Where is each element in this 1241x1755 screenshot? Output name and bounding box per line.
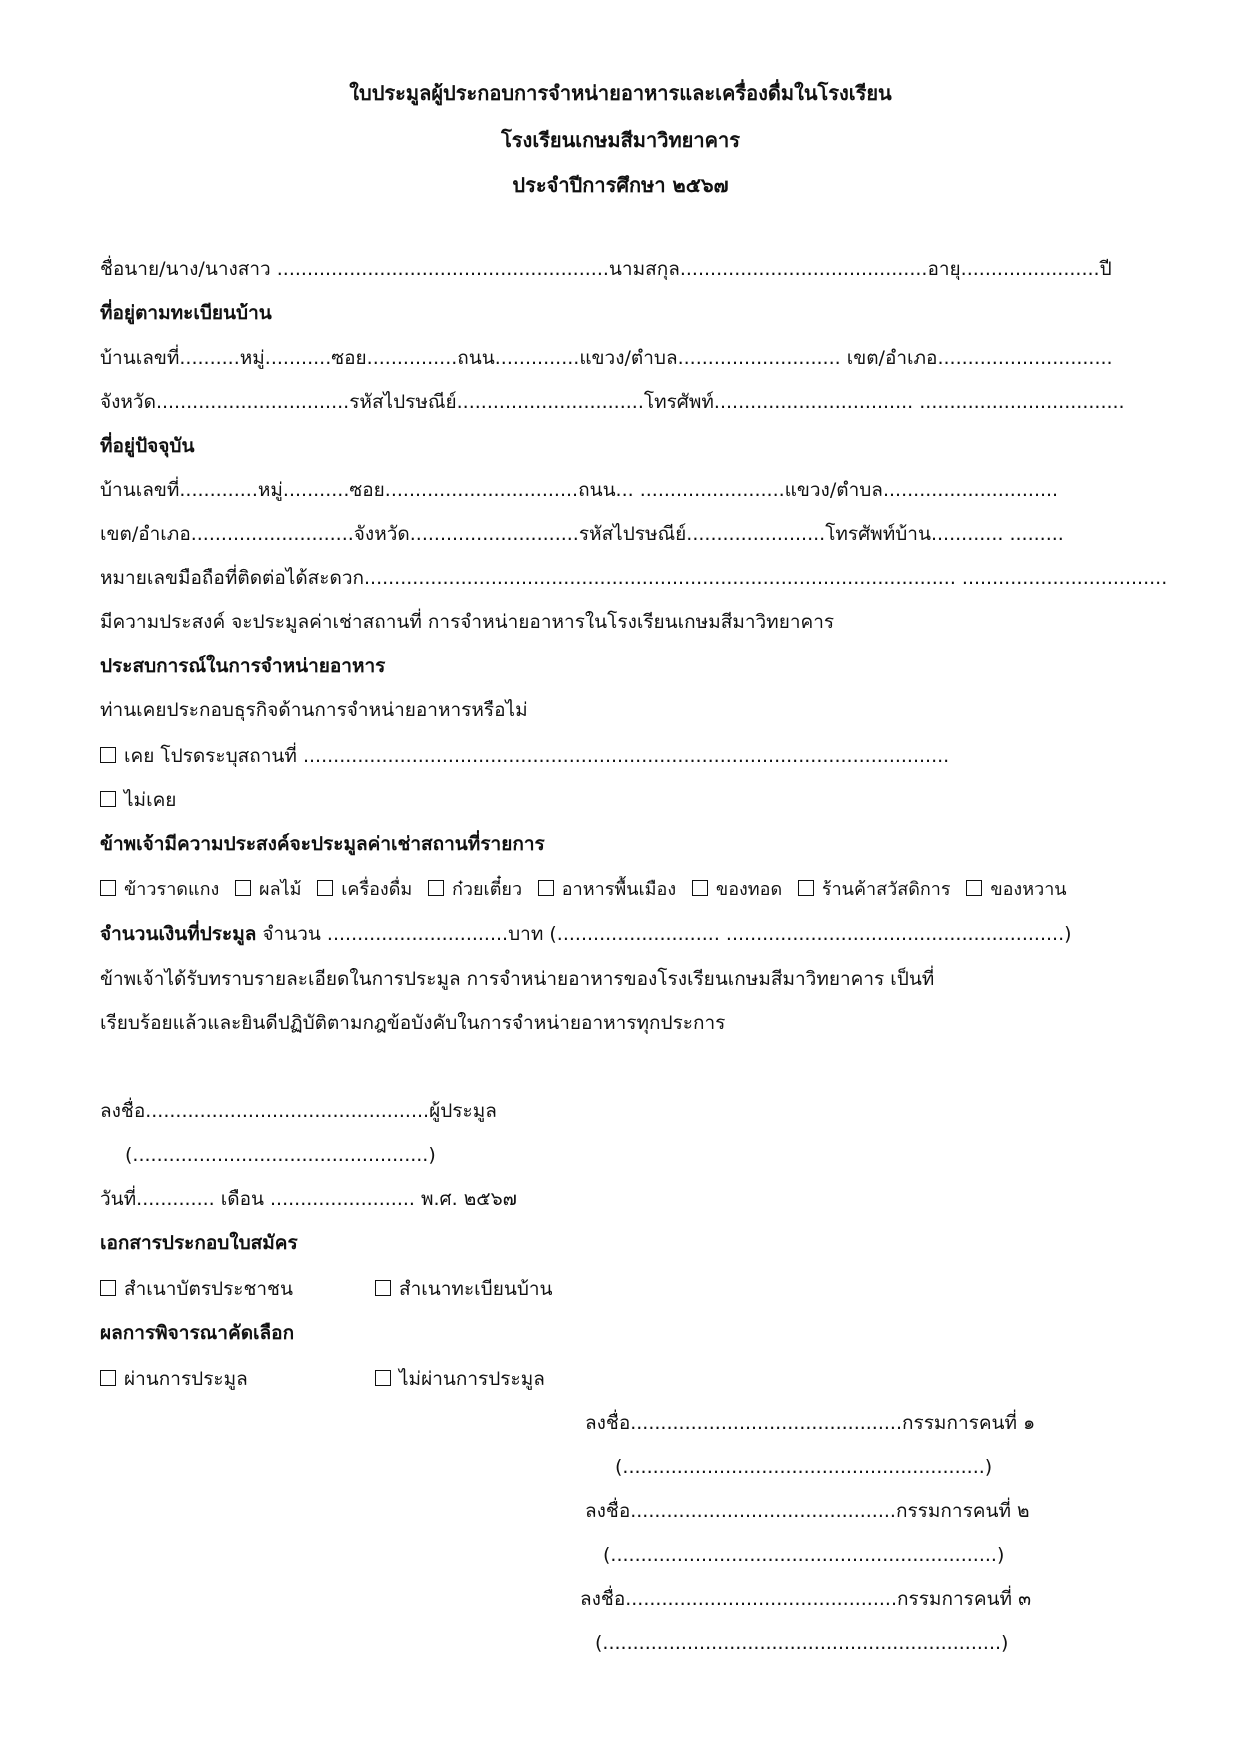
name-line: ชื่อนาย/นาง/นางสาว .......................................................นามสกุล.........................................อายุ.......................ปี bbox=[100, 258, 1112, 280]
acknowledgement-line-1: ข้าพเจ้าได้รับทราบรายละเอียดในการประมูล การจำหน่ายอาหารของโรงเรียนเกษมสีมาวิทยาคาร เป็นที่ bbox=[100, 968, 935, 990]
experience-no-option[interactable]: ไม่เคย bbox=[100, 787, 176, 813]
current-address-line-1: บ้านเลขที่.............หมู่...........ซอย................................ถนน... ........................แขวง/ตำบล............................. bbox=[100, 479, 1059, 501]
form-title: ใบประมูลผู้ประกอบการจำหน่ายอาหารและเครื่องดื่มในโรงเรียน bbox=[349, 81, 892, 105]
checkbox[interactable] bbox=[538, 880, 554, 896]
reg-address-heading: ที่อยู่ตามทะเบียนบ้าน bbox=[100, 302, 272, 324]
academic-year: ประจำปีการศึกษา ๒๕๖๗ bbox=[512, 173, 729, 197]
item-option[interactable]: ร้านค้าสวัสดิการ bbox=[798, 879, 951, 900]
item-option[interactable]: ของหวาน bbox=[966, 879, 1066, 900]
amount-field: จำนวน ..............................บาท (........................... ........................................................) bbox=[262, 923, 1072, 945]
doc-house-reg-option[interactable]: สำเนาทะเบียนบ้าน bbox=[375, 1276, 553, 1302]
amount-label: จำนวนเงินที่ประมูล bbox=[100, 923, 257, 945]
current-address-heading: ที่อยู่ปัจจุบัน bbox=[100, 435, 195, 457]
checkbox[interactable] bbox=[375, 1370, 391, 1386]
bidder-signature: ลงชื่อ...............................................ผู้ประมูล bbox=[100, 1100, 497, 1122]
committee-2-signature: ลงชื่อ............................................กรรมการคนที่ ๒ bbox=[585, 1500, 1030, 1522]
date-line: วันที่............. เดือน ........................ พ.ศ. ๒๕๖๗ bbox=[100, 1188, 517, 1210]
checkbox[interactable] bbox=[317, 880, 333, 896]
committee-3-name: (..................................................................) bbox=[595, 1632, 1009, 1654]
doc-id-card-option[interactable]: สำเนาบัตรประชาชน bbox=[100, 1276, 293, 1302]
item-option[interactable]: ก๋วยเตี๋ยว bbox=[428, 879, 522, 900]
intent-line: มีความประสงค์ จะประมูลค่าเช่าสถานที่ การจำหน่ายอาหารในโรงเรียนเกษมสีมาวิทยาคาร bbox=[100, 611, 835, 633]
documents-heading: เอกสารประกอบใบสมัคร bbox=[100, 1232, 298, 1254]
checkbox[interactable] bbox=[100, 747, 116, 763]
items-options bbox=[100, 877, 1077, 903]
item-option[interactable]: อาหารพื้นเมือง bbox=[538, 879, 676, 900]
experience-question: ท่านเคยประกอบธุรกิจด้านการจำหน่ายอาหารหรือไม่ bbox=[100, 699, 528, 721]
checkbox[interactable] bbox=[375, 1280, 391, 1296]
current-address-line-2: เขต/อำเภอ...........................จังหวัด............................รหัสไปรษณีย์.......................โทรศัพท์บ้าน............ ......... bbox=[100, 523, 1064, 545]
checkbox[interactable] bbox=[966, 880, 982, 896]
committee-3-signature: ลงชื่อ.............................................กรรมการคนที่ ๓ bbox=[580, 1588, 1032, 1610]
experience-heading: ประสบการณ์ในการจำหน่ายอาหาร bbox=[100, 655, 386, 677]
result-heading: ผลการพิจารณาคัดเลือก bbox=[100, 1322, 295, 1344]
item-option[interactable]: ผลไม้ bbox=[235, 879, 302, 900]
school-name: โรงเรียนเกษมสีมาวิทยาคาร bbox=[501, 128, 740, 152]
checkbox[interactable] bbox=[100, 1370, 116, 1386]
committee-1-name: (............................................................) bbox=[615, 1456, 993, 1478]
checkbox[interactable] bbox=[100, 791, 116, 807]
items-heading: ข้าพเจ้ามีความประสงค์จะประมูลค่าเช่าสถานที่รายการ bbox=[100, 833, 545, 855]
checkbox[interactable] bbox=[100, 880, 116, 896]
mobile-line: หมายเลขมือถือที่ติดต่อได้สะดวก.................................................................................................. .................................. bbox=[100, 567, 1168, 589]
item-option[interactable]: ของทอด bbox=[692, 879, 782, 900]
bidder-name: (.................................................) bbox=[125, 1144, 436, 1166]
reg-address-line-2: จังหวัด................................รหัสไปรษณีย์...............................โทรศัพท์................................. .................................. bbox=[100, 391, 1125, 413]
reg-address-line-1: บ้านเลขที่..........หมู่...........ซอย...............ถนน..............แขวง/ตำบล........................... เขต/อำเภอ............................. bbox=[100, 347, 1113, 369]
acknowledgement-line-2: เรียบร้อยแล้วและยินดีปฏิบัติตามกฎข้อบังคับในการจำหน่ายอาหารทุกประการ bbox=[100, 1012, 726, 1034]
item-option[interactable]: ข้าวราดแกง bbox=[100, 879, 219, 900]
committee-1-signature: ลงชื่อ.............................................กรรมการคนที่ ๑ bbox=[585, 1412, 1036, 1434]
checkbox[interactable] bbox=[100, 1280, 116, 1296]
committee-2-name: (................................................................) bbox=[603, 1544, 1005, 1566]
checkbox[interactable] bbox=[235, 880, 251, 896]
checkbox[interactable] bbox=[692, 880, 708, 896]
result-pass-option[interactable]: ผ่านการประมูล bbox=[100, 1366, 248, 1392]
experience-yes-option[interactable]: เคย โปรดระบุสถานที่ ........................................................................................................... bbox=[100, 743, 949, 769]
result-fail-option[interactable]: ไม่ผ่านการประมูล bbox=[375, 1366, 545, 1392]
amount-line bbox=[100, 921, 1072, 947]
item-option[interactable]: เครื่องดื่ม bbox=[317, 879, 412, 900]
checkbox[interactable] bbox=[798, 880, 814, 896]
checkbox[interactable] bbox=[428, 880, 444, 896]
